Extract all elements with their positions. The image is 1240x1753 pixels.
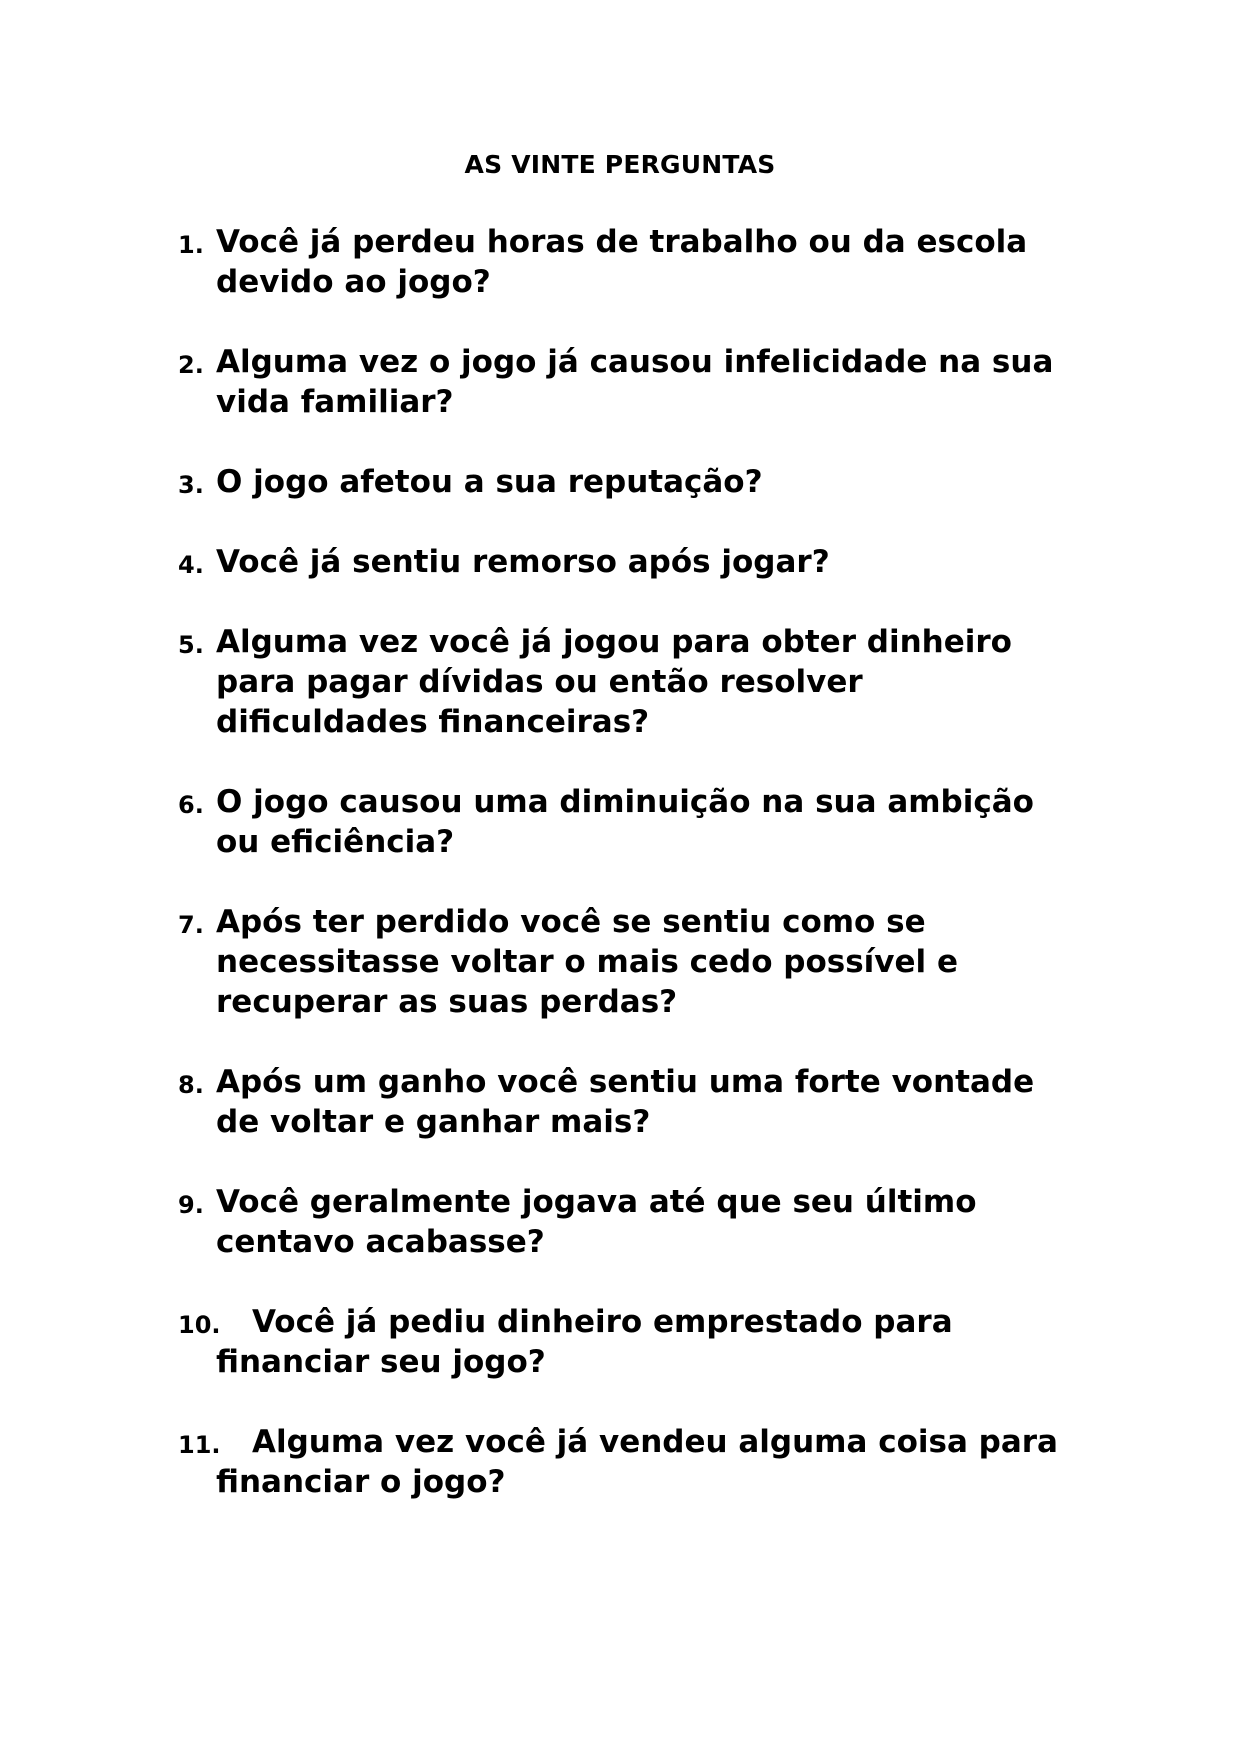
question-text: Alguma vez o jogo já causou infelicidade na sua vida familiar? xyxy=(216,344,1054,420)
question-text: Você já perdeu horas de trabalho ou da escola devido ao jogo? xyxy=(216,224,1028,300)
question-number: 9. xyxy=(178,1191,204,1219)
page-title: AS VINTE PERGUNTAS xyxy=(464,150,776,179)
question-item-5 xyxy=(178,622,1078,742)
question-number: 1. xyxy=(178,231,204,259)
question-item-7 xyxy=(178,902,1078,1022)
question-item-1 xyxy=(178,222,1078,302)
question-number: 7. xyxy=(178,911,204,939)
question-item-9 xyxy=(178,1182,1078,1262)
question-number: 10. xyxy=(178,1311,221,1339)
question-item-2 xyxy=(178,342,1078,422)
question-item-3 xyxy=(178,462,1078,502)
question-text: Após ter perdido você se sentiu como se necessitasse voltar o mais cedo possível e recuperar as suas perdas? xyxy=(216,904,958,1020)
question-text: O jogo afetou a sua reputação? xyxy=(216,464,763,500)
question-item-4 xyxy=(178,542,1078,582)
question-text: Após um ganho você sentiu uma forte vontade de voltar e ganhar mais? xyxy=(216,1064,1035,1140)
question-number: 5. xyxy=(178,631,204,659)
question-text: Você geralmente jogava até que seu último centavo acabasse? xyxy=(216,1184,977,1260)
question-text: Alguma vez você já vendeu alguma coisa para financiar o jogo? xyxy=(216,1424,1058,1500)
question-number: 2. xyxy=(178,351,204,379)
question-text: O jogo causou uma diminuição na sua ambição ou eficiência? xyxy=(216,784,1034,860)
question-text: Você já sentiu remorso após jogar? xyxy=(216,544,830,580)
question-number: 8. xyxy=(178,1071,204,1099)
question-text: Alguma vez você já jogou para obter dinheiro para pagar dívidas ou então resolver dificuldades financeiras? xyxy=(216,624,1012,740)
question-number: 6. xyxy=(178,791,204,819)
question-number: 4. xyxy=(178,551,204,579)
question-number: 3. xyxy=(178,471,204,499)
question-item-10 xyxy=(178,1302,1078,1382)
question-item-8 xyxy=(178,1062,1078,1142)
question-number: 11. xyxy=(178,1431,221,1459)
question-text: Você já pediu dinheiro emprestado para financiar seu jogo? xyxy=(216,1304,953,1380)
question-item-6 xyxy=(178,782,1078,862)
question-item-11 xyxy=(178,1422,1078,1502)
